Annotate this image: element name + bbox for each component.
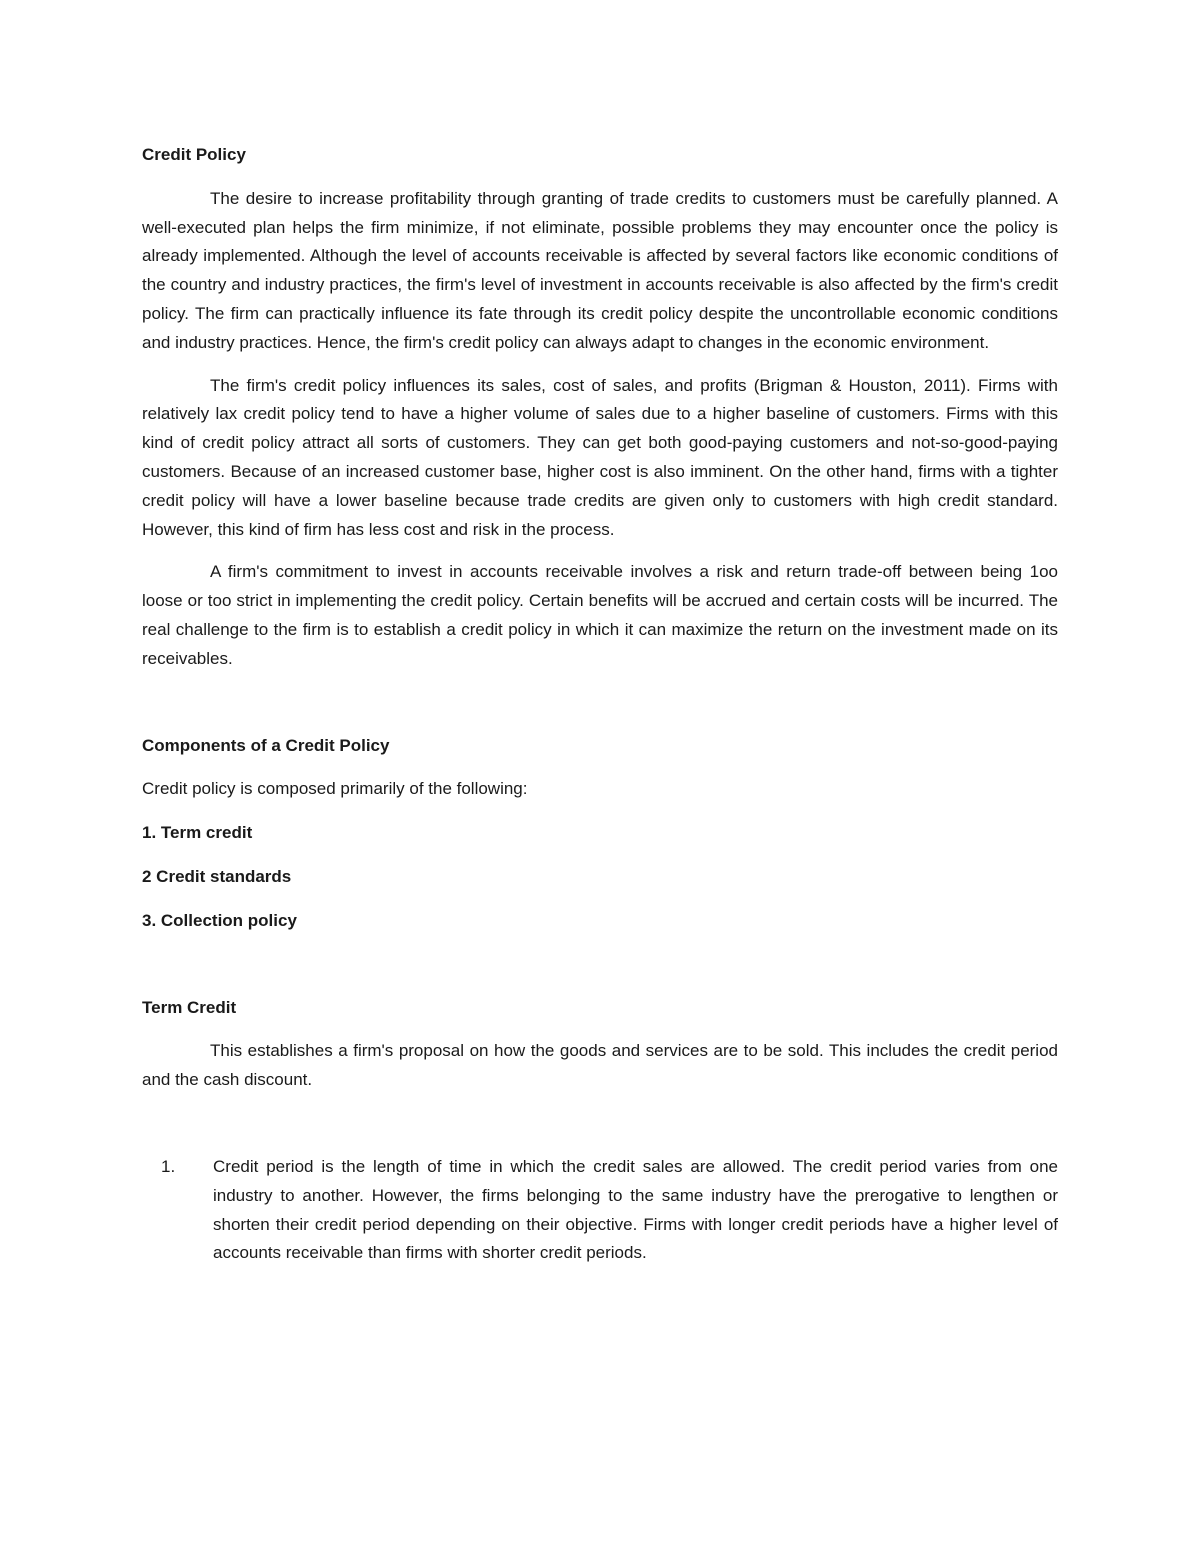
components-intro: Credit policy is composed primarily of the following: bbox=[142, 779, 528, 799]
list-item bbox=[142, 1153, 1058, 1268]
term-credit-list bbox=[142, 1153, 1058, 1268]
heading-credit-policy: Credit Policy bbox=[142, 145, 246, 164]
component-item-collection-policy: 3. Collection policy bbox=[142, 910, 297, 930]
paragraph-credit-policy-3: A firm's commitment to invest in accounts receivable involves a risk and return trade-off between being 1oo loose or too strict in implementing the credit policy. Certain benefits will be accrued and certain costs will be incurred. The real challenge to the firm is to establish a credit policy in which it can maximize the return on the investment made on its receivables. bbox=[142, 562, 1058, 668]
paragraph-credit-policy-1: The desire to increase profitability through granting of trade credits to customers must be carefully planned. A well-executed plan helps the firm minimize, if not eliminate, possible problems they may encounter once the policy is already implemented. Although the level of accounts receivable is affected by several factors like economic conditions of the country and industry practices, the firm's level of investment in accounts receivable is also affected by the firm's credit policy. The firm can practically influence its fate through its credit policy despite the uncontrollable economic conditions and industry practices. Hence, the firm's credit policy can always adapt to changes in the economic environment. bbox=[142, 188, 1058, 352]
heading-components: Components of a Credit Policy bbox=[142, 735, 390, 755]
component-item-term-credit: 1. Term credit bbox=[142, 823, 253, 843]
document-body bbox=[142, 141, 1058, 1268]
heading-term-credit: Term Credit bbox=[142, 997, 237, 1017]
component-item-credit-standards: 2 Credit standards bbox=[142, 866, 292, 886]
paragraph-term-credit: This establishes a firm's proposal on how the goods and services are to be sold. This includes the credit period and the cash discount. bbox=[142, 1041, 1058, 1090]
list-item-text: Credit period is the length of time in which the credit sales are allowed. The credit period varies from one industry to another. However, the firms belonging to the same industry have the prerogative to lengthen or shorten their credit period depending on their objective. Firms with longer credit periods have a higher level of accounts receivable than firms with shorter credit periods. bbox=[213, 1156, 1058, 1263]
paragraph-credit-policy-2: The firm's credit policy influences its sales, cost of sales, and profits (Brigman & Houston, 2011). Firms with relatively lax credit policy tend to have a higher volume of sales due to a higher baseline of customers. Firms with this kind of credit policy attract all sorts of customers. They can get both good-paying customers and not-so-good-paying customers. Because of an increased customer base, higher cost is also imminent. On the other hand, firms with a tighter credit policy will have a lower baseline because trade credits are given only to customers with high credit standard. However, this kind of firm has less cost and risk in the process. bbox=[142, 375, 1058, 539]
list-item-number: 1. bbox=[161, 1156, 176, 1176]
